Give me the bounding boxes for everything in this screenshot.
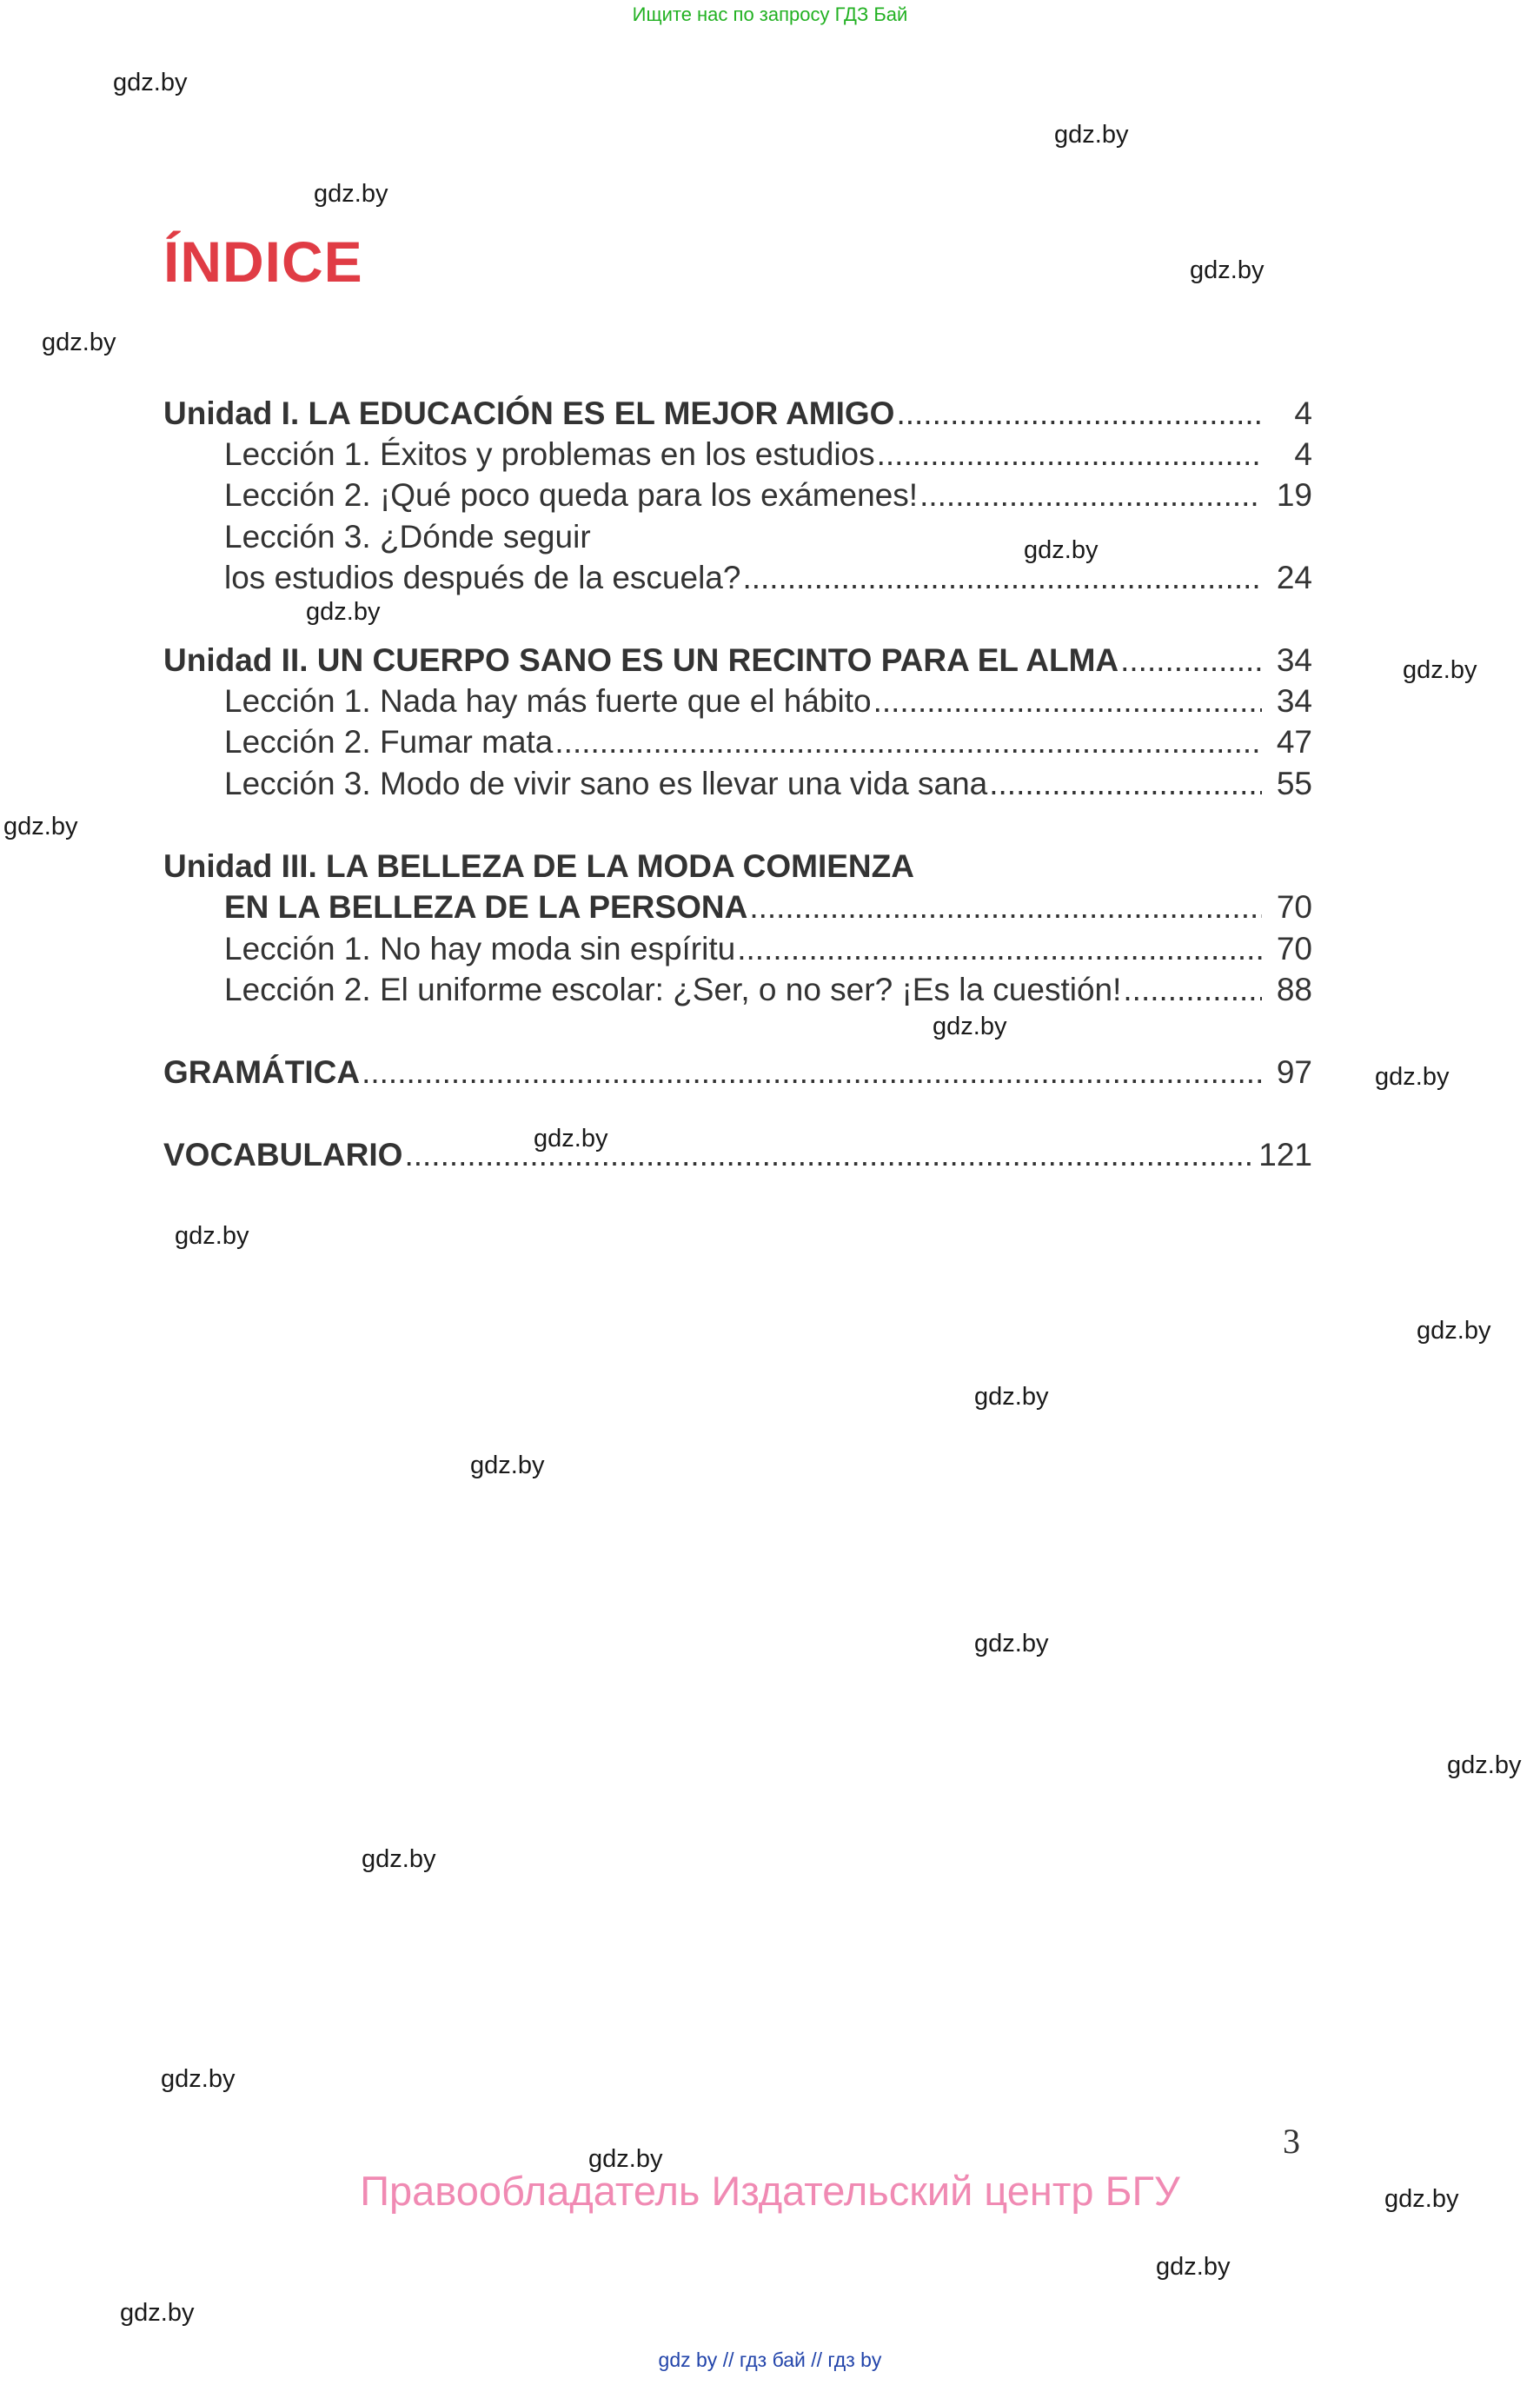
toc-page: 34 — [1276, 683, 1312, 719]
leader-dots — [742, 557, 1262, 599]
leader-dots — [554, 721, 1262, 763]
watermark: gdz.by — [1447, 1751, 1522, 1779]
watermark: gdz.by — [3, 813, 78, 840]
leader-dots — [1123, 969, 1262, 1011]
toc-page: 47 — [1276, 724, 1312, 760]
watermark: gdz.by — [362, 1845, 436, 1873]
watermark: gdz.by — [113, 69, 188, 96]
footer-links[interactable]: gdz by // гдз бай // гдз by — [658, 2348, 882, 2371]
watermark: gdz.by — [1054, 121, 1129, 149]
toc-lesson[interactable] — [224, 516, 1312, 558]
toc-label: Unidad I. LA EDUCACIÓN ES EL MEJOR AMIGO — [163, 395, 895, 431]
toc-label: Unidad II. UN CUERPO SANO ES UN RECINTO PARA EL ALMA — [163, 642, 1119, 678]
watermark: gdz.by — [120, 2299, 195, 2327]
toc-page: 24 — [1276, 560, 1312, 595]
watermark: gdz.by — [1190, 256, 1265, 284]
toc-page: 70 — [1276, 889, 1312, 925]
toc-label: Lección 3. ¿Dónde seguir — [224, 519, 591, 555]
toc-lesson[interactable] — [224, 721, 1312, 763]
toc-label: EN LA BELLEZA DE LA PERSONA — [224, 889, 748, 925]
toc-page: 34 — [1276, 642, 1312, 678]
toc-lesson[interactable] — [224, 969, 1312, 1011]
copyright-notice: Правообладатель Издательский центр БГУ — [360, 2168, 1180, 2214]
watermark: gdz.by — [161, 2065, 236, 2093]
toc-page: 19 — [1276, 477, 1312, 513]
toc-page: 4 — [1294, 395, 1312, 431]
toc-page: 70 — [1276, 931, 1312, 967]
watermark: gdz.by — [974, 1630, 1049, 1658]
watermark: gdz.by — [1375, 1063, 1450, 1091]
toc-unit-3-cont[interactable] — [224, 887, 1312, 928]
toc-lesson[interactable] — [224, 557, 1312, 599]
toc-page: 121 — [1258, 1137, 1312, 1173]
watermark: gdz.by — [314, 180, 388, 208]
leader-dots — [737, 928, 1262, 970]
watermark: gdz.by — [1417, 1317, 1491, 1345]
watermark: gdz.by — [175, 1222, 249, 1250]
toc-lesson[interactable] — [224, 928, 1312, 970]
leader-dots — [896, 393, 1262, 435]
watermark: gdz.by — [534, 1125, 608, 1153]
toc-label: Lección 1. No hay moda sin espíritu — [224, 931, 736, 967]
top-banner: Ищите нас по запросу ГДЗ Бай — [632, 3, 908, 25]
leader-dots — [873, 681, 1262, 722]
watermark: gdz.by — [1156, 2253, 1231, 2281]
watermark: gdz.by — [470, 1452, 545, 1479]
watermark: gdz.by — [1384, 2185, 1459, 2213]
toc-grammar[interactable] — [163, 1052, 1312, 1093]
leader-dots — [749, 887, 1262, 928]
watermark: gdz.by — [588, 2145, 663, 2173]
watermark: gdz.by — [974, 1383, 1049, 1411]
toc-page: 97 — [1276, 1054, 1312, 1090]
toc-lesson[interactable] — [224, 763, 1312, 805]
toc-unit-2[interactable] — [163, 640, 1312, 681]
leader-dots — [877, 434, 1262, 475]
watermark: gdz.by — [306, 598, 381, 626]
watermark: gdz.by — [933, 1013, 1007, 1040]
toc-label: Lección 1. Nada hay más fuerte que el hábito — [224, 683, 872, 719]
toc-label: Lección 2. El uniforme escolar: ¿Ser, o no ser? ¡Es la cuestión! — [224, 972, 1122, 1007]
toc-page: 88 — [1276, 972, 1312, 1007]
watermark: gdz.by — [1403, 656, 1477, 684]
toc-lesson[interactable] — [224, 475, 1312, 516]
leader-dots — [989, 763, 1262, 805]
leader-dots — [404, 1134, 1253, 1176]
toc-lesson[interactable] — [224, 434, 1312, 475]
watermark: gdz.by — [42, 329, 116, 356]
toc-label: VOCABULARIO — [163, 1137, 403, 1173]
toc-unit-1[interactable] — [163, 393, 1312, 435]
toc-page: 4 — [1294, 436, 1312, 472]
toc-label: Lección 1. Éxitos y problemas en los estudios — [224, 436, 875, 472]
toc-label: GRAMÁTICA — [163, 1054, 361, 1090]
watermark: gdz.by — [1024, 536, 1099, 564]
leader-dots — [919, 475, 1262, 516]
toc-label: Lección 2. Fumar mata — [224, 724, 554, 760]
leader-dots — [1120, 640, 1262, 681]
toc-lesson[interactable] — [224, 681, 1312, 722]
page-title: ÍNDICE — [163, 229, 363, 294]
toc-label: Unidad III. LA BELLEZA DE LA MODA COMIENZA — [163, 848, 914, 884]
toc-label: Lección 2. ¡Qué poco queda para los exámenes! — [224, 477, 919, 513]
toc-label: los estudios después de la escuela? — [224, 560, 741, 595]
page-number: 3 — [1283, 2122, 1300, 2161]
toc-label: Lección 3. Modo de vivir sano es llevar una vida sana — [224, 766, 988, 801]
leader-dots — [362, 1052, 1262, 1093]
toc-vocabulary[interactable] — [163, 1134, 1312, 1176]
toc-unit-3[interactable] — [163, 846, 1312, 887]
toc-page: 55 — [1276, 766, 1312, 801]
